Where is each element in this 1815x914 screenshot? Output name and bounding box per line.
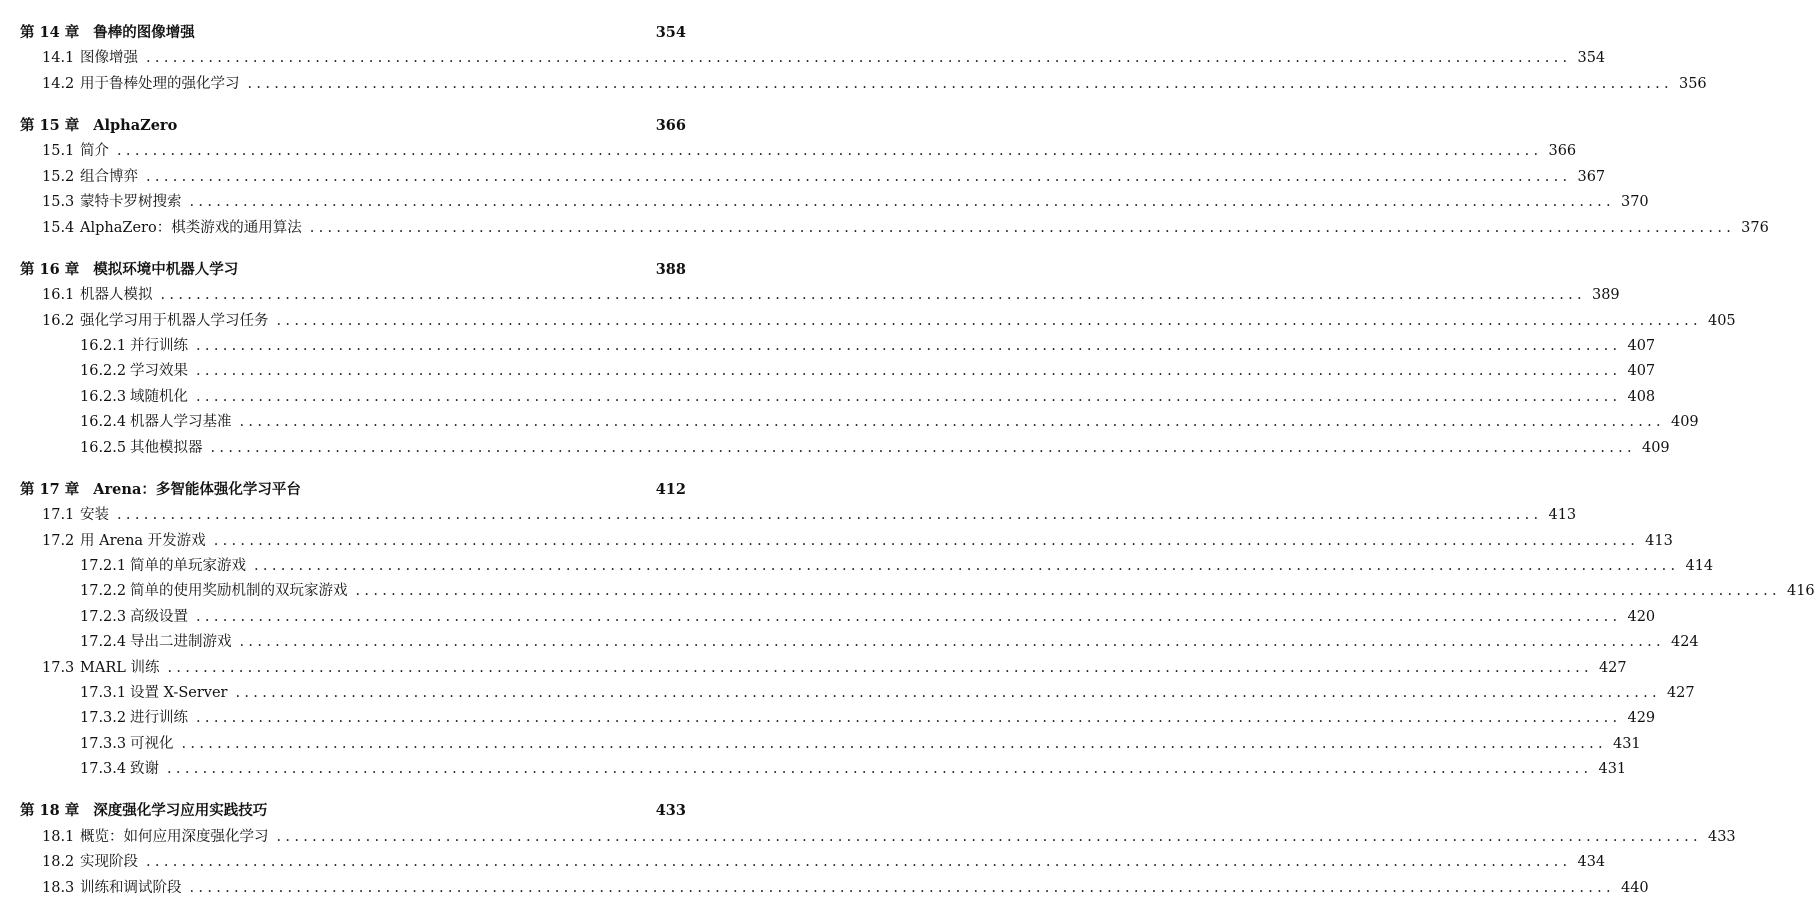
subsection-number: 17.3.3 [80, 735, 127, 752]
dot-leader: ................................................................................................................................................................ [189, 879, 1615, 896]
dot-leader: ................................................................................................................................................................ [160, 287, 1586, 304]
section-title: 实现阶段 [80, 854, 138, 871]
toc-entry-chapter[interactable] [0, 479, 720, 501]
page-number: 431 [1598, 761, 1627, 778]
subsection-title: 学习效果 [130, 363, 188, 380]
toc-entry-section[interactable] [0, 310, 1736, 332]
chapter-number: 第 14 章 [20, 24, 80, 41]
page-number: 366 [1548, 143, 1577, 160]
dot-leader: ................................................................................................................................................................ [146, 168, 1572, 185]
section-title: 强化学习用于机器人学习任务 [80, 312, 269, 329]
section-title: 图像增强 [80, 50, 138, 67]
section-title: 机器人模拟 [80, 287, 153, 304]
dot-leader: ................................................................................................................................................................ [146, 50, 1572, 67]
section-title: 用 Arena 开发游戏 [80, 532, 206, 549]
page-number: 408 [1627, 388, 1656, 405]
page-number: 412 [655, 480, 686, 498]
page-number: 434 [1577, 854, 1606, 871]
subsection-title: 高级设置 [130, 608, 188, 625]
dot-leader: ................................................................................................................................................................ [196, 363, 1622, 380]
page-number: 420 [1627, 608, 1656, 625]
subsection-title: 设置 X-Server [130, 685, 228, 701]
page-number: 416 [1786, 583, 1815, 600]
section-number: 15.2 [42, 168, 75, 185]
toc-entry-subsection[interactable] [0, 555, 1714, 577]
page-number: 354 [1577, 50, 1606, 67]
subsection-title: 机器人学习基准 [130, 414, 232, 431]
dot-leader: ................................................................................................................................................................ [117, 143, 1543, 160]
section-number: 16.2 [42, 312, 75, 329]
dot-leader: ................................................................................................................................................................ [189, 194, 1615, 211]
section-title: 组合博弈 [80, 168, 138, 185]
page-number: 405 [1707, 312, 1736, 329]
subsection-number: 17.2.2 [80, 583, 127, 600]
toc-entry-section[interactable] [0, 877, 1649, 899]
section-title: 蒙特卡罗树搜索 [80, 194, 182, 211]
page-number: 433 [655, 802, 686, 820]
page-number: 354 [655, 24, 686, 41]
dot-leader: ................................................................................................................................................................ [196, 710, 1622, 727]
section-number: 15.3 [42, 194, 75, 211]
chapter-number: 第 15 章 [20, 117, 80, 134]
chapter-title: 模拟环境中机器人学习 [93, 260, 239, 278]
toc-entry-section[interactable] [0, 530, 1673, 552]
chapter-title: Arena：多智能体强化学习平台 [93, 480, 301, 498]
toc-entry-subsection[interactable] [0, 386, 1656, 408]
chapter-title: AlphaZero [93, 117, 178, 134]
page-number: 413 [1645, 532, 1673, 549]
dot-leader: ................................................................................................................................................................ [196, 388, 1622, 405]
section-title: 概览：如何应用深度强化学习 [80, 828, 269, 845]
subsection-title: 导出二进制游戏 [130, 634, 232, 651]
subsection-number: 16.2.5 [80, 439, 127, 456]
subsection-title: 简单的单玩家游戏 [130, 558, 246, 574]
dot-leader: ................................................................................................................................................................ [117, 507, 1543, 524]
page-number: 413 [1548, 507, 1577, 524]
dot-leader: ................................................................................................................................................................ [239, 414, 1665, 431]
dot-leader: ................................................................................................................................................................ [181, 735, 1607, 752]
dot-leader: ................................................................................................................................................................ [196, 338, 1622, 354]
subsection-title: 致谢 [130, 761, 159, 778]
page-number: 414 [1685, 558, 1714, 574]
toc-entry-subsection[interactable] [0, 360, 1656, 382]
chapter-title: 鲁棒的图像增强 [93, 24, 195, 41]
toc-entry-subsection[interactable] [0, 411, 1699, 433]
page-number: 376 [1741, 219, 1769, 236]
page-number: 389 [1591, 287, 1620, 304]
subsection-number: 16.2.3 [80, 388, 127, 405]
toc-entry-subsection[interactable] [0, 335, 1656, 357]
dot-leader: ................................................................................................................................................................ [239, 634, 1665, 651]
page-number: 367 [1577, 168, 1606, 185]
section-number: 18.2 [42, 854, 75, 871]
toc-entry-subsection[interactable] [0, 682, 1695, 704]
toc-entry-section[interactable] [0, 284, 1620, 306]
section-title: 训练和调试阶段 [80, 879, 182, 896]
toc-entry-section[interactable] [0, 217, 1769, 239]
chapter-title: 深度强化学习应用实践技巧 [93, 802, 268, 820]
dot-leader: ................................................................................................................................................................ [309, 219, 1736, 236]
dot-leader: ................................................................................................................................................................ [213, 532, 1640, 549]
subsection-number: 16.2.1 [80, 338, 127, 354]
section-number: 15.4 [42, 219, 75, 236]
page-number: 407 [1627, 363, 1656, 380]
dot-leader: ................................................................................................................................................................ [235, 685, 1661, 701]
chapter-number: 第 18 章 [20, 802, 80, 820]
subsection-number: 17.2.1 [80, 558, 127, 574]
toc-entry-subsection[interactable] [0, 758, 1627, 780]
toc-entry-chapter[interactable] [0, 22, 720, 44]
page-number: 427 [1666, 685, 1695, 701]
dot-leader: ................................................................................................................................................................ [146, 854, 1572, 871]
section-number: 18.3 [42, 879, 75, 896]
toc-entry-subsection[interactable] [0, 606, 1656, 628]
toc-entry-chapter[interactable] [0, 800, 720, 822]
section-number: 18.1 [42, 828, 75, 845]
toc-entry-section[interactable] [0, 826, 1736, 848]
page-number: 409 [1670, 414, 1699, 431]
section-number: 17.2 [42, 532, 75, 549]
section-title: MARL 训练 [80, 659, 160, 676]
section-number: 14.2 [42, 75, 75, 92]
subsection-title: 简单的使用奖励机制的双玩家游戏 [130, 583, 348, 600]
chapter-number: 第 16 章 [20, 260, 80, 278]
page-number: 370 [1620, 194, 1649, 211]
subsection-number: 17.3.4 [80, 761, 127, 778]
section-number: 17.3 [42, 659, 75, 676]
section-title: 安装 [80, 507, 109, 524]
toc-entry-chapter[interactable] [0, 115, 720, 137]
subsection-title: 可视化 [130, 735, 174, 752]
subsection-title: 其他模拟器 [130, 439, 203, 456]
subsection-title: 域随机化 [130, 388, 188, 405]
section-number: 15.1 [42, 143, 75, 160]
page-number: 424 [1670, 634, 1699, 651]
toc-entry-subsection[interactable] [0, 733, 1641, 755]
toc-entry-chapter[interactable] [0, 259, 720, 281]
dot-leader: ................................................................................................................................................................ [355, 583, 1781, 600]
toc-entry-subsection[interactable] [0, 580, 1815, 602]
dot-leader: ................................................................................................................................................................ [167, 761, 1593, 778]
page-number: 431 [1612, 735, 1641, 752]
subsection-number: 16.2.4 [80, 414, 127, 431]
section-number: 17.1 [42, 507, 75, 524]
dot-leader: ................................................................................................................................................................ [247, 75, 1673, 92]
subsection-number: 17.2.3 [80, 608, 127, 625]
toc-entry-subsection[interactable] [0, 437, 1670, 459]
page-number: 366 [655, 117, 686, 134]
toc-entry-subsection[interactable] [0, 707, 1656, 729]
page-number: 427 [1598, 659, 1627, 676]
subsection-number: 17.3.2 [80, 710, 127, 727]
subsection-number: 17.2.4 [80, 634, 127, 651]
toc-entry-section[interactable] [0, 73, 1707, 95]
toc-entry-section[interactable] [0, 191, 1649, 213]
page-number: 407 [1627, 338, 1656, 354]
section-title: AlphaZero：棋类游戏的通用算法 [80, 219, 302, 236]
subsection-number: 17.3.1 [80, 685, 127, 701]
section-title: 用于鲁棒处理的强化学习 [80, 75, 240, 92]
section-title: 简介 [80, 143, 109, 160]
subsection-title: 并行训练 [130, 338, 188, 354]
dot-leader: ................................................................................................................................................................ [210, 439, 1636, 456]
dot-leader: ................................................................................................................................................................ [254, 558, 1680, 574]
page-number: 388 [655, 260, 686, 278]
page-number: 440 [1620, 879, 1649, 896]
section-number: 16.1 [42, 287, 75, 304]
dot-leader: ................................................................................................................................................................ [276, 312, 1702, 329]
dot-leader: ................................................................................................................................................................ [196, 608, 1622, 625]
subsection-title: 进行训练 [130, 710, 188, 727]
toc-entry-section[interactable] [0, 166, 1606, 188]
chapter-number: 第 17 章 [20, 480, 80, 498]
toc-entry-section[interactable] [0, 851, 1606, 873]
toc-entry-subsection[interactable] [0, 631, 1699, 653]
section-number: 14.1 [42, 50, 75, 67]
page-number: 356 [1678, 75, 1707, 92]
toc-entry-section[interactable] [0, 657, 1627, 679]
toc-entry-section[interactable] [0, 47, 1606, 69]
toc-entry-section[interactable] [0, 504, 1577, 526]
dot-leader: ................................................................................................................................................................ [167, 659, 1593, 676]
page-number: 433 [1707, 828, 1736, 845]
subsection-number: 16.2.2 [80, 363, 127, 380]
page-number: 409 [1641, 439, 1670, 456]
toc-entry-section[interactable] [0, 140, 1577, 162]
page-number: 429 [1627, 710, 1656, 727]
dot-leader: ................................................................................................................................................................ [276, 828, 1702, 845]
